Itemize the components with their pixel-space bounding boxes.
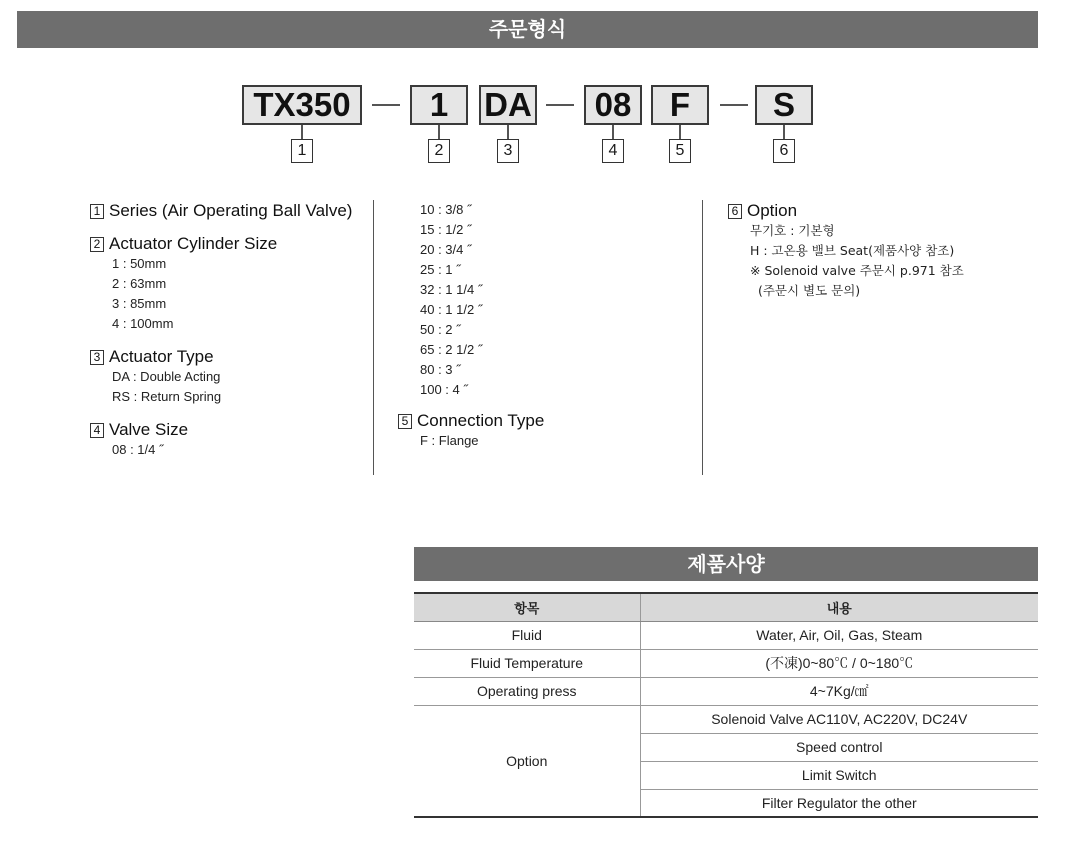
legend-item: 15 : 1/2 ˝ <box>420 222 472 237</box>
legend-item: 80 : 3 ˝ <box>420 362 461 377</box>
legend-item: 2 : 63mm <box>112 276 167 291</box>
legend-number: 3 <box>90 350 104 365</box>
connector-line <box>783 125 785 139</box>
column-header-item: 항목 <box>414 593 640 621</box>
legend-item: 10 : 3/8 ˝ <box>420 202 472 217</box>
legend-actuator-type <box>90 346 370 407</box>
legend-heading <box>90 346 370 367</box>
legend-series <box>90 200 370 221</box>
legend-cylinder <box>90 233 370 334</box>
legend-number: 2 <box>90 237 104 252</box>
legend-item: 08 : 1/4 ˝ <box>112 442 164 457</box>
table-cell-content: Limit Switch <box>640 761 1038 789</box>
code-number: 1 <box>291 139 313 163</box>
table-cell-item: Operating press <box>414 677 640 705</box>
legend-number: 5 <box>398 414 412 429</box>
spec-title: 제품사양 <box>414 547 1038 581</box>
legend-item: 1 : 50mm <box>112 256 167 271</box>
connector-line <box>507 125 509 139</box>
table-header-row <box>414 593 1038 621</box>
legend-heading-text: Actuator Cylinder Size <box>109 234 278 253</box>
column-header-content: 내용 <box>640 593 1038 621</box>
table-cell-content: Speed control <box>640 733 1038 761</box>
table-cell-item: Option <box>414 705 640 817</box>
code-number: 5 <box>669 139 691 163</box>
table-row <box>414 649 1038 677</box>
code-number: 2 <box>428 139 450 163</box>
spec-table <box>414 592 1038 818</box>
table-row <box>414 705 1038 733</box>
legend-connection <box>398 410 688 451</box>
code-dash <box>372 104 400 106</box>
table-cell-content: 4~7Kg/㎠ <box>640 677 1038 705</box>
legend-item: 4 : 100mm <box>112 316 174 331</box>
code-part-option: S <box>755 85 813 125</box>
legend-item: (주문시 별도 문의) <box>750 283 861 298</box>
legend-item: 100 : 4 ˝ <box>420 382 468 397</box>
table-row <box>414 621 1038 649</box>
legend-heading-text: Valve Size <box>109 420 189 439</box>
legend-item: 40 : 1 1/2 ˝ <box>420 302 483 317</box>
legend-item: 32 : 1 1/4 ˝ <box>420 282 483 297</box>
legend-valve-size-cont <box>398 200 688 400</box>
connector-line <box>301 125 303 139</box>
legend-item: 25 : 1 ˝ <box>420 262 461 277</box>
order-format-title: 주문형식 <box>17 11 1038 48</box>
legend-heading <box>398 410 688 431</box>
legend-item: 65 : 2 1/2 ˝ <box>420 342 483 357</box>
legend-number: 4 <box>90 423 104 438</box>
table-cell-item: Fluid Temperature <box>414 649 640 677</box>
legend-item: 무기호 : 기본형 <box>750 223 835 238</box>
column-divider <box>373 200 374 475</box>
code-dash <box>720 104 748 106</box>
legend-option <box>728 200 1058 301</box>
legend-heading <box>90 233 370 254</box>
legend-heading <box>90 200 370 221</box>
table-cell-content: Filter Regulator the other <box>640 789 1038 817</box>
legend-number: 6 <box>728 204 742 219</box>
connector-line <box>612 125 614 139</box>
legend-heading-text: Connection Type <box>417 411 545 430</box>
legend-item: F : Flange <box>420 433 479 448</box>
table-row <box>414 677 1038 705</box>
legend-valve-size <box>90 419 370 460</box>
code-part-series: TX350 <box>242 85 362 125</box>
code-number: 6 <box>773 139 795 163</box>
legend-item: 50 : 2 ˝ <box>420 322 461 337</box>
legend-item: DA : Double Acting <box>112 369 221 384</box>
code-dash <box>546 104 574 106</box>
legend-item: ※ Solenoid valve 주문시 p.971 참조 <box>750 263 964 278</box>
code-number: 4 <box>602 139 624 163</box>
legend-heading <box>90 419 370 440</box>
code-part-valve-size: 08 <box>584 85 642 125</box>
code-part-connection: F <box>651 85 709 125</box>
legend-item: 20 : 3/4 ˝ <box>420 242 472 257</box>
legend-number: 1 <box>90 204 104 219</box>
legend-item: RS : Return Spring <box>112 389 222 404</box>
legend-heading-text: Actuator Type <box>109 347 214 366</box>
connector-line <box>679 125 681 139</box>
legend-heading-text: Option <box>747 201 798 220</box>
table-cell-content: (不凍)0~80℃ / 0~180℃ <box>640 649 1038 677</box>
legend-column-3 <box>728 200 1058 313</box>
code-part-cylinder: 1 <box>410 85 468 125</box>
table-cell-content: Solenoid Valve AC110V, AC220V, DC24V <box>640 705 1038 733</box>
code-part-actuator-type: DA <box>479 85 537 125</box>
legend-heading <box>728 200 1058 221</box>
table-cell-content: Water, Air, Oil, Gas, Steam <box>640 621 1038 649</box>
legend-item: 3 : 85mm <box>112 296 167 311</box>
connector-line <box>438 125 440 139</box>
legend-column-2 <box>398 200 688 463</box>
column-divider <box>702 200 703 475</box>
table-cell-item: Fluid <box>414 621 640 649</box>
legend-column-1 <box>90 200 370 472</box>
legend-heading-text: Series (Air Operating Ball Valve) <box>109 201 353 220</box>
legend-item: H : 고온용 밸브 Seat(제품사양 참조) <box>750 243 955 258</box>
code-number: 3 <box>497 139 519 163</box>
